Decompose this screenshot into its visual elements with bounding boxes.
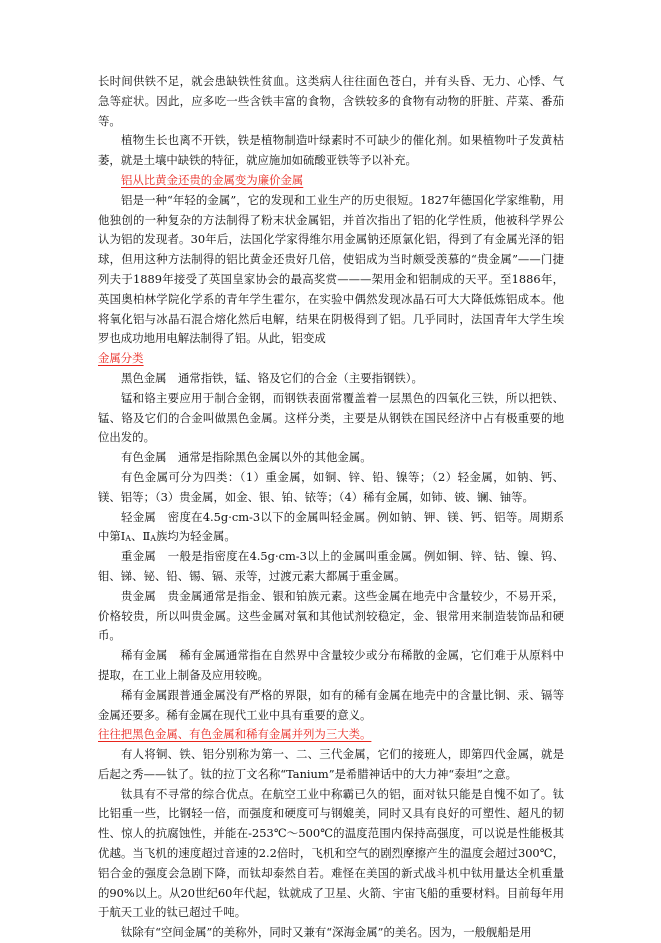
heading-metal-classification [98,349,564,369]
light-metals-text-2: 、Ⅱ [131,529,151,544]
heading-aluminum-text: 铝从比黄金还贵的金属变为廉价金属 [121,172,304,187]
paragraph-nonferrous-metals: 有色金属 通常是指除黑色金属以外的其他金属。 [121,450,372,465]
heading-three-categories-text: 往往把黑色金属、有色金属和稀有金属并列为三大类。 [98,727,372,742]
group-subscript-2: A [150,534,156,544]
document-body [98,72,564,943]
heading-metal-classification-text: 金属分类 [98,351,144,366]
group-subscript-1: A [125,534,132,544]
paragraph-rare-metals-boundary: 稀有金属跟普通金属没有严格的界限，如有的稀有金属在地壳中的含量比铜、汞、镉等金属还要多。稀有金属在现代工业中具有重要的意义。 [98,687,564,722]
paragraph-light-metals [98,508,564,548]
paragraph-nonferrous-categories: 有色金属可分为四类：（1）重金属，如铜、锌、铅、镍等；（2）轻金属，如钠、钙、镁、铝等；（3）贵金属，如金、银、铂、铱等；（4）稀有金属，如铈、铍、镧、铀等。 [98,469,564,504]
paragraph-titanium-intro: 有人将铜、铁、铝分别称为第一、二、三代金属，它们的接班人，即第四代金属，就是后起之秀——钛了。钛的拉丁文名称“Tanium”是希腊神话中的大力神“泰坦”之意。 [98,747,564,781]
heading-three-categories [98,725,564,745]
paragraph-aluminum-history: 铝是一种“年轻的金属”，它的发现和工业生产的历史很短。1827年德国化学家维勒，用他独创的一种复杂的方法制得了粉末状金属铝，并首次指出了铝的化学性质，他被科学界公认为铝的发现者。30年后，法国化学家得维尔用金属钠还原氯化铝，得到了有金属光泽的铝球，但用这种方法制得的铝比黄金还贵好几倍，使铝成为当时颇受羡慕的“贵金属”——门捷列夫于1889年接受了英国皇家协会的最高奖赏———架用金和铝制成的天平。至1886年，英国奥柏林学院化学系的青年学生霍尔，在实验中偶然发现冰晶石可大大降低炼铝成本。他将氧化铝与冰晶石混合熔化然后电解，结果在阴极得到了铝。几乎同时，法国青年大学生埃罗也成功地用电解法制得了铝。从此，铝变成 [98,192,564,346]
paragraph-plant-iron: 植物生长也离不开铁，铁是植物制造叶绿素时不可缺少的催化剂。如果植物叶子发黄枯萎，就是土壤中缺铁的特征，就应施加如硫酸亚铁等予以补充。 [98,133,564,168]
paragraph-manganese-chromium: 锰和铬主要应用于制合金钢，而钢铁表面常覆盖着一层黑色的四氧化三铁，所以把铁、锰、铬及它们的合金叫做黑色金属。这样分类，主要是从钢铁在国民经济中占有极重要的地位出发的。 [98,390,564,445]
paragraph-titanium-properties: 钛具有不寻常的综合优点。在航空工业中称霸已久的铝，面对钛只能是自愧不如了。钛比铝重一些，比钢轻一倍，而强度和硬度可与钢媲美，同时又具有良好的可塑性、超凡的韧性、惊人的抗腐蚀性，并能在-253℃～500℃的温度范围内保持高强度，可以说是性能极其优越。当飞机的速度超过音速的2.2倍时，飞机和空气的剧烈摩擦产生的温度会超过300℃，铝合金的强度会急剧下降，而钛却泰然自若。难怪在美国的新式战斗机中钛用量达全机重量的90%以上。从20世纪60年代起，钛就成了卫星、火箭、宇宙飞船的重要材料。目前每年用于航天工业的钛已超过千吨。 [98,786,564,920]
heading-aluminum [98,171,564,191]
paragraph-heavy-metals: 重金属 一般是指密度在4.5g·cm-3以上的金属叫重金属。例如铜、锌、钴、镍、钨、钼、锑、铋、铅、锡、镉、汞等，过渡元素大都属于重金属。 [98,549,564,583]
light-metals-text-1: 轻金属 密度在4.5g·cm-3以下的金属叫轻金属。例如钠、钾、镁、钙、铝等。周期系中第Ⅰ [98,509,564,544]
paragraph-precious-metals: 贵金属 贵金属通常是指金、银和铂族元素。这些金属在地壳中含量较少，不易开采，价格较贵，所以叫贵金属。这些金属对氧和其他试剂较稳定，金、银常用来制造装饰品和硬币。 [98,588,564,643]
paragraph-anemia: 长时间供铁不足，就会患缺铁性贫血。这类病人往往面色苍白，并有头昏、无力、心悸、气急等症状。因此，应多吃一些含铁丰富的食物，含铁较多的食物有动物的肝脏、芹菜、番茄等。 [98,74,564,128]
light-metals-text-3: 族均为轻金属。 [155,529,236,544]
paragraph-titanium-deep-sea: 钛除有“空间金属”的美称外，同时又兼有“深海金属”的美名。因为，一般舰船是用 [121,925,532,940]
paragraph-ferrous-metals: 黑色金属 通常指铁，锰、铬及它们的合金（主要指钢铁）。 [121,370,423,385]
paragraph-rare-metals: 稀有金属 稀有金属通常指在自然界中含量较少或分布稀散的金属，它们难于从原料中提取，在工业上制备及应用较晚。 [98,648,564,682]
